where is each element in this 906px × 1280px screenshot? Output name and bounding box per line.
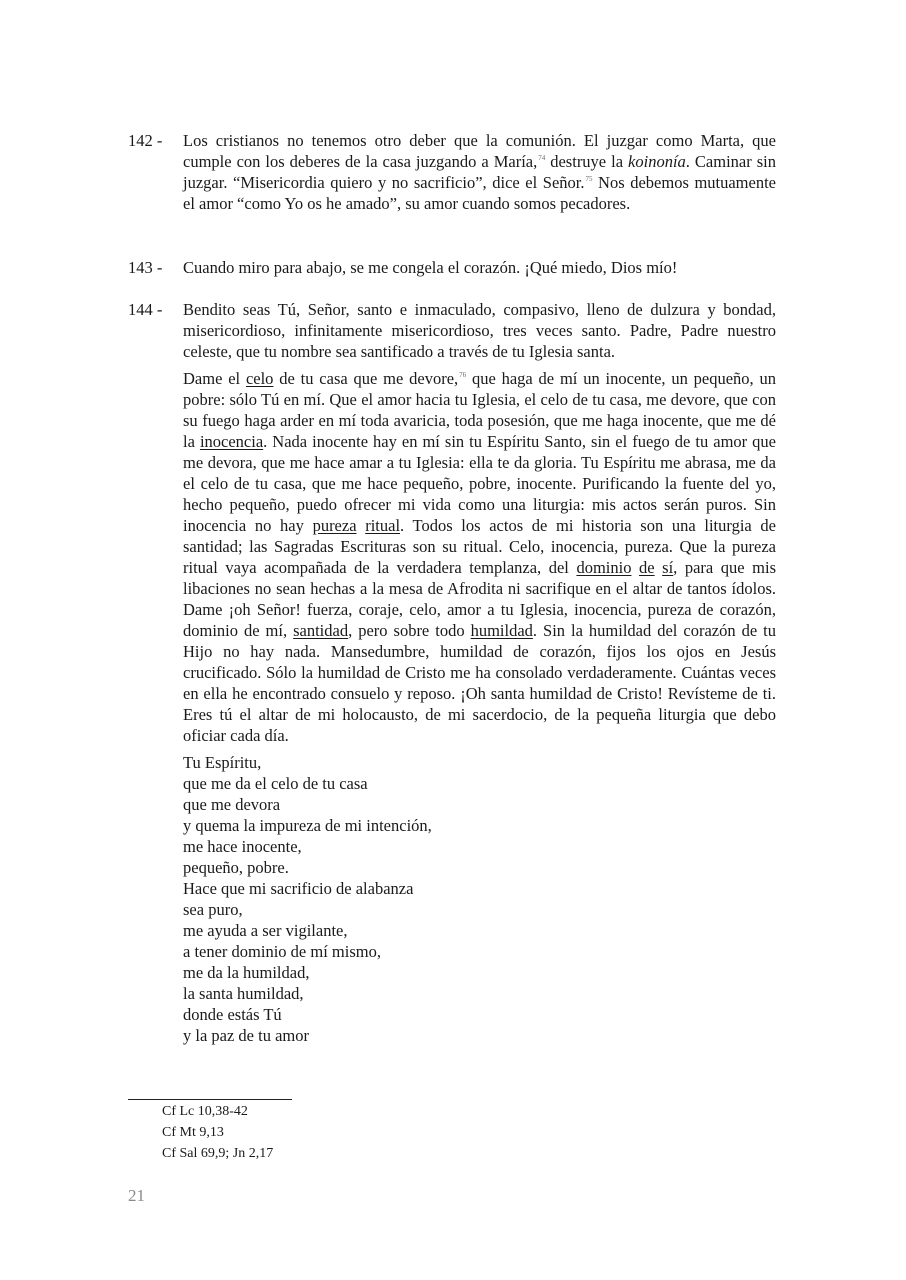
entry-text <box>183 257 776 278</box>
underlined-term: inocencia <box>199 432 264 451</box>
underlined-term: de <box>639 558 655 577</box>
entry-number: 143 - <box>128 258 163 277</box>
poem-line: me hace inocente, <box>183 837 302 856</box>
poem-line: que me da el celo de tu casa <box>183 774 368 793</box>
poem-line: y quema la impureza de mi intención, <box>183 816 432 835</box>
page-number: 21 <box>128 1186 145 1205</box>
poem-line: pequeño, pobre. <box>183 858 289 877</box>
poem-line: que me devora <box>183 795 281 814</box>
footnote: Cf Mt 9,13 <box>162 1125 224 1140</box>
underlined-term: dominio <box>576 558 632 577</box>
underlined-term: santidad <box>293 621 349 640</box>
footnote: Cf Sal 69,9; Jn 2,17 <box>162 1146 274 1161</box>
entry-144 <box>128 299 776 1046</box>
entry-text <box>183 130 776 214</box>
footnote-ref[interactable]: 76 <box>459 371 467 379</box>
paragraph: Bendito seas Tú, Señor, santo e inmaculado, compasivo, lleno de dulzura y bondad, misericordioso, infinitamente misericordioso, tres veces santo. Padre, Padre nuestro celeste, que tu nombre sea santificado a través de tu Iglesia santa. <box>183 300 776 361</box>
text-run: destruye la <box>545 152 629 171</box>
underlined-term: ritual <box>365 516 401 535</box>
entry-number: 142 - <box>128 131 163 150</box>
poem-line: Tu Espíritu, <box>183 753 262 772</box>
entry-142 <box>128 130 776 214</box>
poem <box>183 752 776 1046</box>
paragraph: Dame el celo de tu casa que me devore,$^{76}$ que haga de mí un inocente, un pequeño, un pobre: sólo Tú en mí. Que el amor hacia tu Iglesia, el celo de tu casa, me devore, que con su fuego haga arder en mí toda avaricia, toda posesión, que me haga inocente, que me dé la inocencia. Nada inocente hay en mí sin tu Espíritu Santo, sin el fuego de tu amor que me devora, que me hace amar a tu Iglesia: ella te da gloria. Tu Espíritu me abrasa, me da el celo de tu casa, que me hace pequeño, pobre, inocente. Purificando la fuente del yo, hecho pequeño, puedo ofrecer mi vida como una liturgia: mis actos serán puros. Sin inocencia no hay pureza ritual. Todos los actos de mi historia son una liturgia de santidad; las Sagradas Escrituras son su ritual. Celo, inocencia, pureza. Que la pureza ritual vaya acompañada de la verdadera templanza, del dominio de sí, para que mis libaciones no sean hechas a la mesa de Afrodita ni sacrifique en el altar de tantos ídolos. Dame ¡oh Señor! fuerza, coraje, celo, amor a tu Iglesia, inocencia, pureza de corazón, dominio de mí, santidad, pero sobre todo humildad. Sin la humildad del corazón de tu Hijo no hay nada. Mansedumbre, humildad de corazón, fijos los ojos en Jesús crucificado. Sólo la humildad de Cristo me ha consolado verdaderamente. Cuántas veces en ella he encontrado consuelo y reposo. ¡Oh santa humildad de Cristo! Revísteme de ti. Eres tú el altar de mi holocausto, de mi sacerdocio, de la pequeña liturgia que debo oficiar cada día. <box>183 369 777 745</box>
underlined-term: celo <box>245 369 274 388</box>
entry-number: 144 - <box>128 300 163 319</box>
footnote-divider <box>128 1099 292 1100</box>
footnote: Cf Lc 10,38-42 <box>162 1104 248 1119</box>
italic-term: koinonía <box>628 152 686 171</box>
text-run: . Caminar sin juzgar. “Misericordia quiero y no sacrificio”, dice el Señor. <box>183 152 776 192</box>
poem-line: me ayuda a ser vigilante, <box>183 921 348 940</box>
underlined-term: sí <box>662 558 674 577</box>
footnote-ref[interactable]: 75 <box>585 175 593 183</box>
entry-143 <box>128 257 776 278</box>
footnote-ref[interactable]: 74 <box>538 154 546 162</box>
text-run: Nos debemos mutuamente el amor “como Yo os he amado”, su amor cuando somos pecadores. <box>183 173 776 213</box>
poem-line: y la paz de tu amor <box>183 1026 309 1045</box>
footnotes <box>162 1101 273 1164</box>
poem-line: me da la humildad, <box>183 963 310 982</box>
poem-line: Hace que mi sacrificio de alabanza <box>183 879 414 898</box>
paragraph: Cuando miro para abajo, se me congela el corazón. ¡Qué miedo, Dios mío! <box>183 258 678 277</box>
entry-text <box>183 299 776 1046</box>
poem-line: la santa humildad, <box>183 984 304 1003</box>
text-run: Los cristianos no tenemos otro deber que la comunión. El juzgar como Marta, que cumple con los deberes de la casa juzgando a María, <box>183 131 776 171</box>
underlined-term: pureza <box>312 516 357 535</box>
underlined-term: humildad <box>470 621 533 640</box>
poem-line: a tener dominio de mí mismo, <box>183 942 381 961</box>
poem-line: donde estás Tú <box>183 1005 282 1024</box>
poem-line: sea puro, <box>183 900 243 919</box>
